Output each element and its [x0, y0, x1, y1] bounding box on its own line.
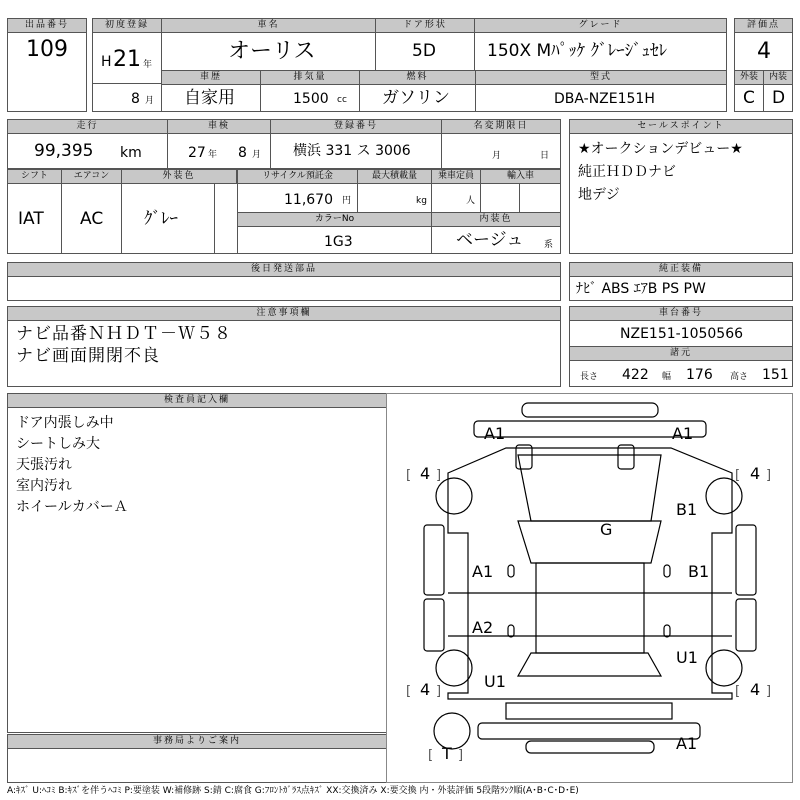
- int-grade: D: [772, 88, 786, 108]
- max-load-unit: kg: [416, 196, 427, 206]
- ext-grade-cell: [734, 84, 764, 112]
- int-grade-label: 内装: [763, 70, 793, 85]
- door-cell: [375, 32, 475, 71]
- int-color: ベージュ: [456, 230, 524, 250]
- reg-year: 21: [113, 47, 141, 72]
- svg-text:]: ]: [436, 468, 442, 483]
- sales-label: セールスポイント: [569, 119, 793, 134]
- transfer-label: 名変期限日: [441, 119, 561, 134]
- sales-cell: [569, 133, 793, 254]
- inspector-note: 天張汚れ: [16, 457, 72, 473]
- capacity-cell: [431, 183, 481, 213]
- svg-text:]: ]: [766, 468, 772, 483]
- mark-tire-fl: 4: [420, 464, 431, 483]
- int-color-cell: [431, 226, 561, 254]
- svg-text:]: ]: [436, 684, 442, 699]
- sales-point: 地デジ: [578, 187, 620, 203]
- insp-year: 27: [188, 145, 206, 161]
- equipment-label: 純正装備: [569, 262, 793, 277]
- ext-color-cell: [121, 183, 215, 254]
- grade-cell: [474, 32, 727, 71]
- ext-grade: C: [743, 88, 755, 108]
- transfer-month-unit: 月: [492, 151, 502, 161]
- int-grade-cell: [763, 84, 793, 112]
- import-label: 輸入車: [480, 169, 561, 184]
- car-name-cell: [161, 32, 376, 71]
- capacity-label: 乗車定員: [431, 169, 481, 184]
- grade-label: グレード: [474, 18, 727, 33]
- import-cell-a: [480, 183, 520, 213]
- model-cell: [475, 84, 727, 112]
- width: 176: [686, 367, 713, 383]
- svg-text:[: [: [735, 468, 741, 483]
- grade: 150X Mﾊﾟｯｹ ｸﾞﾚｰｼﾞｭｾﾚ: [487, 41, 668, 61]
- ac-cell: [61, 183, 122, 254]
- dims-cell: [569, 360, 793, 387]
- later-parts-label: 後日発送部品: [7, 262, 561, 277]
- equipment: ﾅﾋﾞ ABS ｴｱB PS PW: [576, 281, 706, 297]
- mark-front-left: A1: [484, 424, 506, 443]
- displacement-cell: [260, 84, 360, 112]
- mark-right-rear-quarter: U1: [676, 648, 698, 667]
- svg-text:]: ]: [458, 748, 464, 763]
- tire-front-left: [436, 478, 472, 514]
- inspector-note: ホイールカバーＡ: [16, 499, 128, 515]
- notes-label: 注意事項欄: [7, 306, 561, 321]
- shift: IAT: [18, 209, 44, 229]
- chassis: NZE151-1050566: [620, 326, 744, 342]
- ext-color-sub-cell: [214, 183, 238, 254]
- score: 4: [757, 39, 771, 64]
- inspector-cell: [7, 407, 387, 733]
- hood: [518, 455, 661, 521]
- chassis-label: 車台番号: [569, 306, 793, 321]
- int-color-label: 内装色: [431, 212, 561, 227]
- int-color-unit: 系: [544, 240, 554, 250]
- equipment-cell: [569, 276, 793, 301]
- windshield: [518, 521, 661, 563]
- tire-front-right: [706, 478, 742, 514]
- height-label: 高さ: [730, 372, 749, 382]
- mileage: 99,395: [34, 141, 94, 161]
- mark-spare: T: [442, 744, 452, 763]
- first-reg-month-cell: [92, 83, 162, 112]
- car-damage-diagram: [386, 393, 793, 783]
- displacement-unit: cc: [337, 95, 347, 105]
- mileage-cell: [7, 133, 168, 169]
- svg-text:[: [: [406, 468, 412, 483]
- front-bumper: [522, 403, 658, 417]
- first-reg-label: 初度登録: [92, 18, 162, 33]
- sales-point: 純正ＨＤＤナビ: [578, 164, 676, 180]
- mileage-unit: km: [120, 145, 142, 161]
- recycle-cell: [237, 183, 358, 213]
- mark-tire-rl: 4: [420, 680, 431, 699]
- note-line: ナビ画面開閉不良: [16, 346, 160, 366]
- era: H: [101, 54, 112, 70]
- fuel-label: 燃料: [359, 70, 476, 85]
- inspector-note: ドア内張しみ中: [16, 415, 114, 431]
- lot-no: 109: [26, 37, 68, 62]
- chassis-cell: [569, 320, 793, 347]
- reg-month: 8: [131, 91, 140, 107]
- height: 151: [762, 367, 789, 383]
- model: DBA-NZE151H: [554, 91, 655, 107]
- door: 5D: [412, 41, 436, 61]
- model-label: 型式: [475, 70, 727, 85]
- inspection-cell: [167, 133, 271, 169]
- insp-month-unit: 月: [252, 150, 262, 160]
- color-no-cell: [237, 226, 432, 254]
- sales-point: ★オークションデビュー★: [578, 141, 743, 157]
- mileage-label: 走行: [7, 119, 168, 134]
- length: 422: [622, 367, 649, 383]
- car-name: オーリス: [228, 39, 316, 64]
- displacement-label: 排気量: [260, 70, 360, 85]
- fuel-cell: [359, 84, 476, 112]
- width-label: 幅: [662, 372, 672, 382]
- inspection-label: 車検: [167, 119, 271, 134]
- car-name-label: 車名: [161, 18, 376, 33]
- history-label: 車歴: [161, 70, 261, 85]
- inspector-note: 室内汚れ: [16, 478, 72, 494]
- mark-right-front-top: B1: [676, 500, 698, 519]
- roof: [536, 563, 644, 653]
- svg-text:]: ]: [766, 684, 772, 699]
- mark-right-front-door: B1: [688, 562, 710, 581]
- spare-tire: [434, 713, 470, 749]
- ext-grade-label: 外装: [734, 70, 764, 85]
- transfer-day-unit: 日: [540, 151, 550, 161]
- svg-text:[: [: [406, 684, 412, 699]
- rear-bumper: [506, 703, 672, 719]
- max-load-cell: [357, 183, 432, 213]
- lot-no-cell: [7, 32, 87, 112]
- office-cell: [7, 748, 387, 783]
- year-unit: 年: [143, 60, 153, 70]
- mark-windshield: G: [600, 520, 613, 539]
- lot-no-label: 出品番号: [7, 18, 87, 33]
- svg-text:[: [: [428, 748, 434, 763]
- shift-label: シフト: [7, 169, 62, 184]
- score-label: 評価点: [734, 18, 793, 33]
- dims-label: 諸元: [569, 346, 793, 361]
- displacement: 1500: [293, 91, 329, 107]
- inspector-label: 検査員記入欄: [7, 393, 387, 408]
- first-reg-year-cell: [92, 32, 162, 84]
- note-line: ナビ品番ＮＨＤＴ－Ｗ５８: [16, 324, 232, 344]
- reg-no-label: 登録番号: [270, 119, 442, 134]
- ac-label: エアコン: [61, 169, 122, 184]
- reg-no: 横浜 331 ス 3006: [293, 143, 411, 159]
- ac: AC: [80, 209, 104, 229]
- capacity-unit: 人: [466, 196, 476, 206]
- recycle: 11,670: [284, 192, 333, 208]
- history: 自家用: [184, 88, 235, 108]
- door-label: ドア形状: [375, 18, 475, 33]
- shift-cell: [7, 183, 62, 254]
- length-label: 長さ: [580, 372, 599, 382]
- mark-left-front-door: A1: [472, 562, 494, 581]
- history-cell: [161, 84, 261, 112]
- notes-cell: [7, 320, 561, 387]
- color-no: 1G3: [324, 234, 353, 250]
- transfer-cell: [441, 133, 561, 169]
- recycle-label: リサイクル預託金: [237, 169, 358, 184]
- legend: A:ｷｽﾞ U:ﾍｺﾐ B:ｷｽﾞを伴うﾍｺﾐ P:要塗装 W:補修跡 S:錆 C:腐食 G:ﾌﾛﾝﾄｶﾞﾗｽ点ｷｽﾞ XX:交換済み X:要交換 内・外装評価 5段階ﾗﾝｸ順(A･B･C･D･E): [7, 786, 579, 796]
- office-label: 事務局よりご案内: [7, 734, 387, 749]
- insp-year-unit: 年: [208, 150, 218, 160]
- inspector-note: シートしみ大: [16, 436, 100, 452]
- recycle-unit: 円: [342, 196, 352, 206]
- color-no-label: カラーNo: [237, 212, 432, 227]
- later-parts-cell: [7, 276, 561, 301]
- mark-front-right: A1: [672, 424, 694, 443]
- rear-glass: [518, 653, 661, 676]
- score-cell: [734, 32, 793, 71]
- ext-color: ｸﾞﾚｰ: [144, 209, 178, 229]
- reg-no-cell: [270, 133, 442, 169]
- insp-month: 8: [238, 145, 247, 161]
- max-load-label: 最大積載量: [357, 169, 432, 184]
- fuel: ガソリン: [382, 88, 450, 108]
- month-unit: 月: [145, 96, 155, 106]
- mark-tire-fr: 4: [750, 464, 761, 483]
- mark-left-rear-door: A2: [472, 618, 494, 637]
- mark-tire-rr: 4: [750, 680, 761, 699]
- svg-text:[: [: [735, 684, 741, 699]
- mark-rear: A1: [676, 734, 698, 753]
- import-cell-b: [519, 183, 561, 213]
- mark-left-rear-quarter: U1: [484, 672, 506, 691]
- ext-color-label: 外装色: [121, 169, 237, 184]
- tire-rear-left: [436, 650, 472, 686]
